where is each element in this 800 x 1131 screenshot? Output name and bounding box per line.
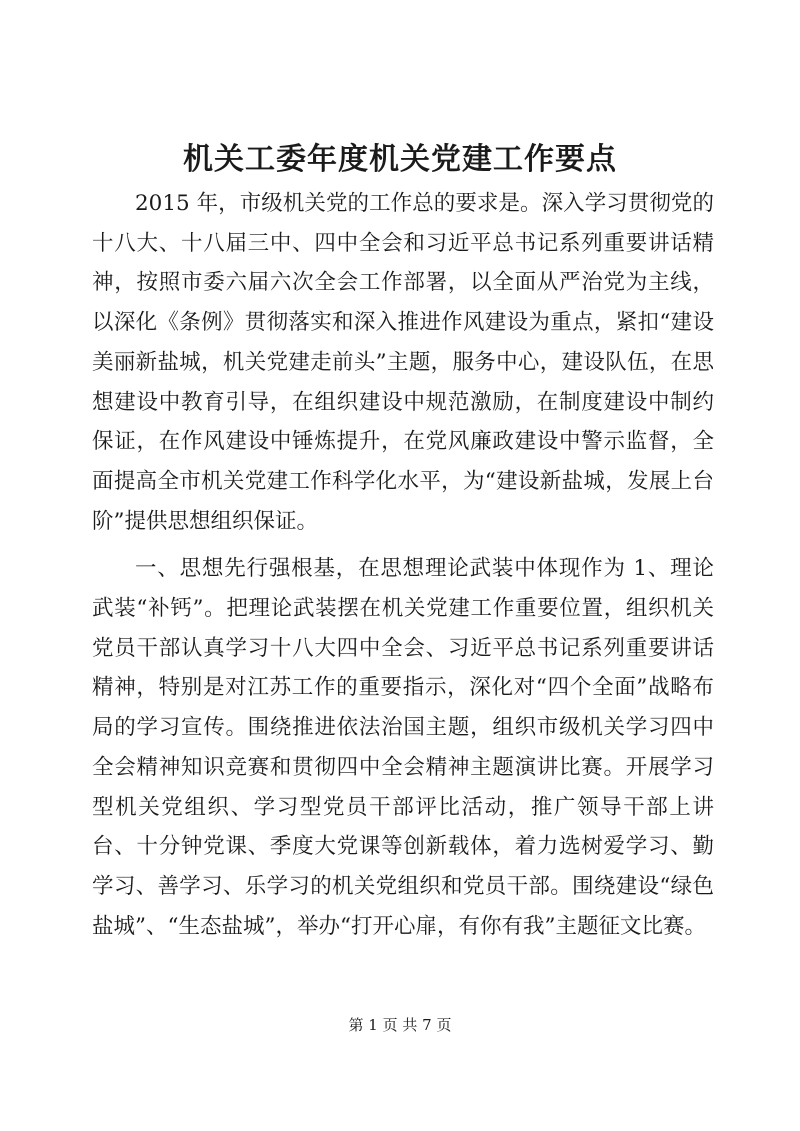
paragraph-section-one: 一、思想先行强根基，在思想理论武装中体现作为 1、理论武装“补钙”。把理论武装摆在机关党建工作重要位置，组织机关党员干部认真学习十八大四中全会、习近平总书记系列重要讲话精神，特别是对江苏工作的重要指示，深化对“四个全面”战略布局的学习宣传。围绕推进依法治国主题，组织市级机关学习四中全会精神知识竞赛和贯彻四中全会精神主题演讲比赛。开展学习型机关党组织、学习型党员干部评比活动，推广领导干部上讲台、十分钟党课、季度大党课等创新载体，着力选树爱学习、勤学习、善学习、乐学习的机关党组织和党员干部。围绕建设“绿色盐城”、“生态盐城”，举办“打开心扉，有你有我”主题征文比赛。 [92, 556, 714, 939]
document-title: 机关工委年度机关党建工作要点 [183, 142, 617, 177]
paragraph-intro: 2015 年，市级机关党的工作总的要求是。深入学习贯彻党的十八大、十八届三中、四中全会和习近平总书记系列重要讲话精神，按照市委六届六次全会工作部署，以全面从严治党为主线，以深化《条例》贯彻落实和深入推进作风建设为重点，紧扣“建设美丽新盐城，机关党建走前头”主题，服务中心，建设队伍，在思想建设中教育引导，在组织建设中规范激励，在制度建设中制约保证，在作风建设中锤炼提升，在党风廉政建设中警示监督，全面提高全市机关党建工作科学化水平，为“建设新盐城，发展上台阶”提供思想组织保证。 [92, 191, 714, 534]
document-body [92, 184, 714, 946]
page-footer: 第 1 页 共 7 页 [348, 1016, 452, 1034]
